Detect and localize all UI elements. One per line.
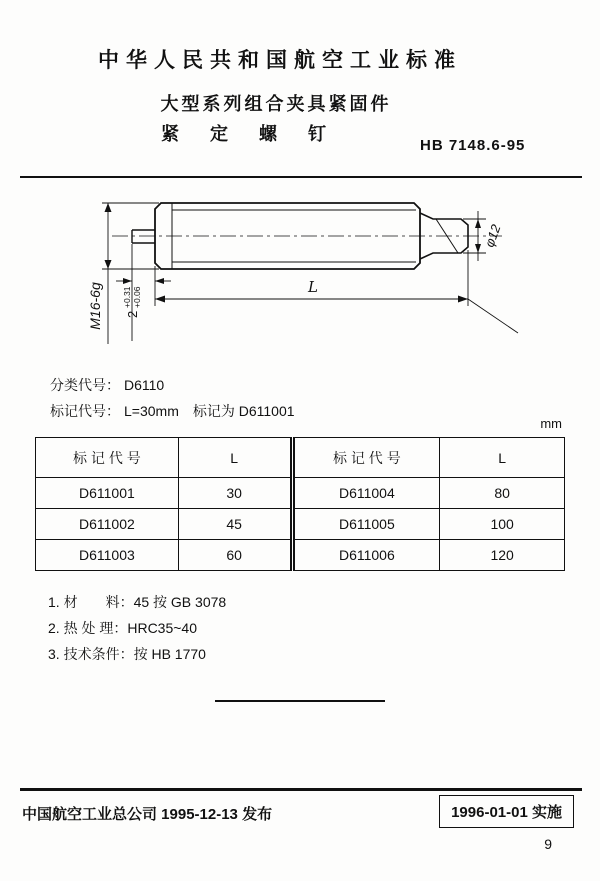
classification-code-label: 分类代号： — [50, 377, 120, 393]
slot-dimension-label — [122, 286, 142, 318]
document-subtitle: 紧 定 螺 钉 — [160, 124, 339, 144]
note-heat-treatment: 2. 热 处 理：HRC35~40 — [48, 620, 197, 636]
col-header-code-right: 标 记 代 号 — [292, 438, 440, 478]
cell-code: D611006 — [292, 540, 440, 571]
table-header-row — [36, 438, 565, 478]
cell-code: D611004 — [292, 478, 440, 509]
cell-code: D611001 — [36, 478, 179, 509]
col-header-code-left: 标 记 代 号 — [36, 438, 179, 478]
unit-label: mm — [540, 416, 562, 431]
marking-code-label: 标记代号： — [50, 403, 120, 419]
cell-code: D611005 — [292, 509, 440, 540]
publisher-issue-line: 中国航空工业总公司 1995-12-13 发布 — [22, 806, 273, 823]
cell-length: 100 — [440, 509, 565, 540]
classification-code-value: D6110 — [124, 377, 165, 393]
header-rule — [20, 176, 582, 178]
cell-length: 45 — [178, 509, 292, 540]
dimension-lines — [102, 203, 518, 344]
thread-dimension-label — [87, 282, 103, 330]
marking-code-value: L=30mm 标记为 D611001 — [124, 403, 295, 419]
standard-number: HB 7148.6-95 — [420, 137, 526, 154]
technical-notes — [48, 589, 226, 667]
svg-text:+0.06: +0.06 — [132, 286, 142, 308]
note-material: 1. 材 料：45 按 GB 3078 — [48, 594, 227, 610]
technical-drawing — [20, 186, 580, 361]
document-title: 大型系列组合夹具紧固件 — [160, 94, 392, 114]
svg-text:2: 2 — [125, 310, 140, 318]
marking-code-line — [50, 398, 295, 424]
implementation-date-box: 1996-01-01 实施 — [439, 795, 574, 828]
classification-code-line — [50, 372, 295, 398]
footer-rule — [20, 788, 582, 791]
svg-text:φ12: φ12 — [481, 222, 504, 250]
table-row — [36, 509, 565, 540]
cell-length: 60 — [178, 540, 292, 571]
dimension-arrows — [105, 203, 482, 303]
classification-block — [50, 372, 295, 424]
section-divider — [215, 700, 385, 702]
cell-length: 80 — [440, 478, 565, 509]
slot-feature — [132, 230, 155, 243]
size-table — [35, 437, 565, 571]
svg-text:M16-6g: M16-6g — [87, 282, 103, 330]
cell-length: 120 — [440, 540, 565, 571]
tip-diameter-label — [482, 222, 504, 249]
cell-code: D611003 — [36, 540, 179, 571]
table-row — [36, 540, 565, 571]
table-row — [36, 478, 565, 509]
standard-name: 中华人民共和国航空工业标准 — [98, 49, 462, 72]
col-header-length-left: L — [178, 438, 292, 478]
page-number: 9 — [544, 836, 552, 852]
cell-code: D611002 — [36, 509, 179, 540]
svg-text:+0.31: +0.31 — [122, 286, 132, 308]
length-dimension-label: L — [308, 278, 318, 296]
cell-length: 30 — [178, 478, 292, 509]
note-technical-conditions: 3. 技术条件：按 HB 1770 — [48, 646, 206, 662]
col-header-length-right: L — [440, 438, 565, 478]
